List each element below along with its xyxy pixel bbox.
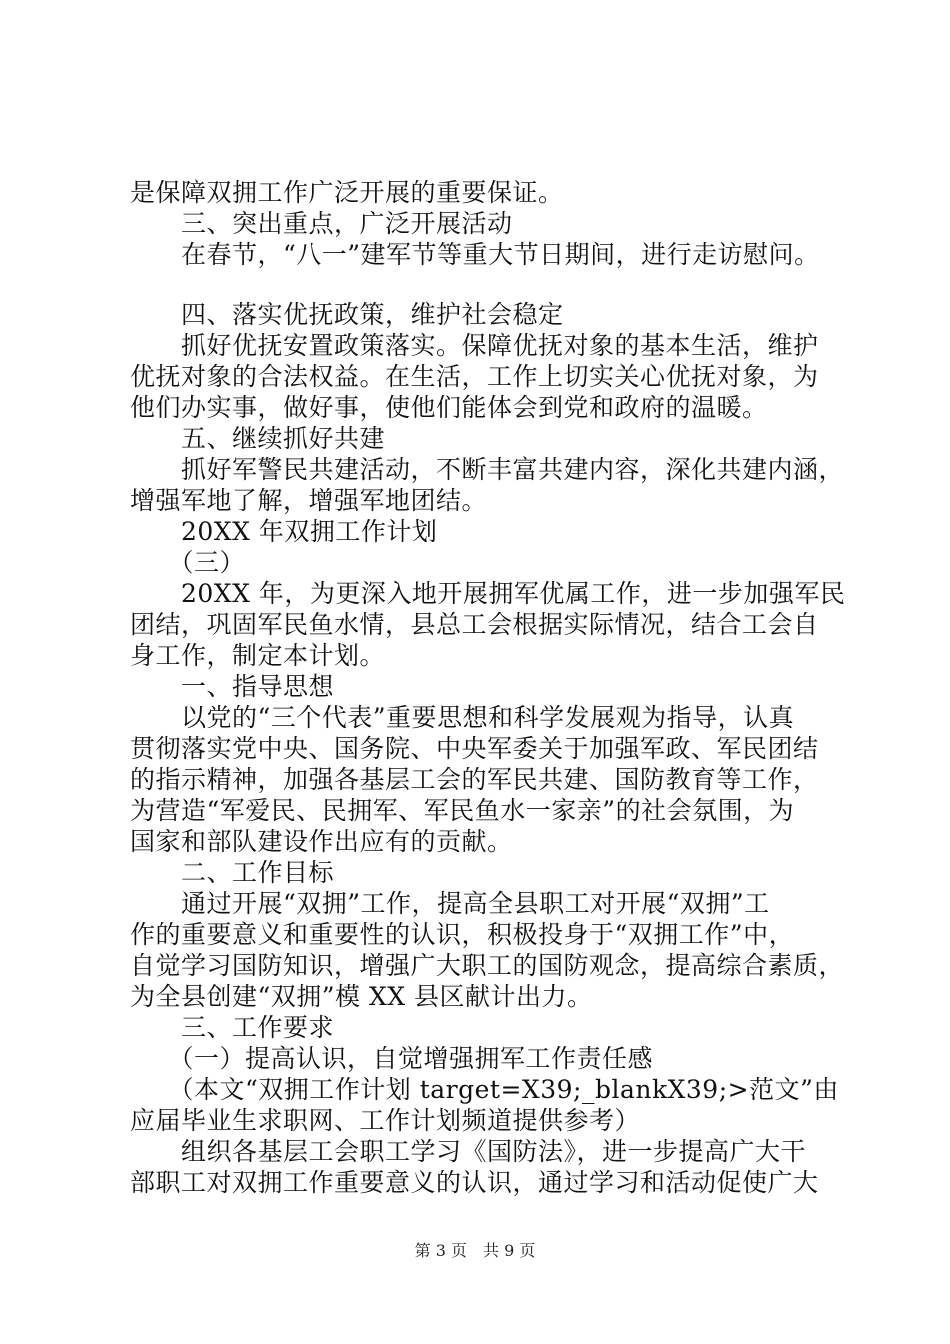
- text-line: 他们办实事，做好事，使他们能体会到党和政府的温暖。: [130, 393, 768, 422]
- text-line: 自觉学习国防知识，增强广大职工的国防观念，提高综合素质，: [130, 951, 845, 980]
- text-line: 通过开展“双拥”工作，提高全县职工对开展“双拥”工: [130, 889, 770, 918]
- text-line: （本文“双拥工作计划 target=X39;_blankX39;>范文”由: [130, 1075, 839, 1104]
- text-line: 作的重要意义和重要性的认识，积极投身于“双拥工作”中，: [130, 920, 795, 949]
- text-line: 是保障双拥工作广泛开展的重要保证。: [130, 178, 564, 207]
- text-line: 在春节，“八一”建军节等重大节日期间，进行走访慰问。: [130, 240, 820, 269]
- text-line: 抓好优抚安置政策落实。保障优抚对象的基本生活，维护: [130, 331, 819, 360]
- section-heading: 四、落实优抚政策，维护社会稳定: [130, 300, 564, 329]
- text-line: 国家和部队建设作出应有的贡献。: [130, 827, 513, 856]
- section-heading: 三、工作要求: [130, 1013, 335, 1042]
- section-heading: 二、工作目标: [130, 858, 335, 887]
- text-line: 身工作，制定本计划。: [130, 641, 386, 670]
- text-line: 20XX 年，为更深入地开展拥军优属工作，进一步加强军民: [130, 579, 846, 608]
- text-line: 组织各基层工会职工学习《国防法》，进一步提高广大干: [130, 1137, 807, 1166]
- section-heading: 五、继续抓好共建: [130, 424, 386, 453]
- text-line: 以党的“三个代表”重要思想和科学发展观为指导，认真: [130, 703, 795, 732]
- subsection-heading: （一）提高认识，自觉增强拥军工作责任感: [130, 1044, 654, 1073]
- section-heading: 一、指导思想: [130, 672, 335, 701]
- text-line: 的指示精神，加强各基层工会的军民共建、国防教育等工作，: [130, 765, 819, 794]
- document-subtitle: （三）: [130, 548, 246, 577]
- text-line: 抓好军警民共建活动，不断丰富共建内容，深化共建内涵，: [130, 455, 845, 484]
- text-line: 团结，巩固军民鱼水情，县总工会根据实际情况，结合工会自: [130, 610, 819, 639]
- text-line: 增强军地了解，增强军地团结。: [130, 486, 488, 515]
- document-title: 20XX 年双拥工作计划: [130, 517, 438, 546]
- page-number-footer: 第 3 页 共 9 页: [414, 1241, 536, 1260]
- text-line: 为营造“军爱民、民拥军、军民鱼水一家亲”的社会氛围，为: [130, 796, 795, 825]
- text-line: 优抚对象的合法权益。在生活，工作上切实关心优抚对象，为: [130, 362, 819, 391]
- text-line: 部职工对双拥工作重要意义的认识，通过学习和活动促使广大: [130, 1168, 819, 1197]
- text-line: 应届毕业生求职网、工作计划频道提供参考）: [130, 1106, 641, 1135]
- section-heading: 三、突出重点，广泛开展活动: [130, 209, 513, 238]
- text-line: 为全县创建“双拥”模 XX 县区献计出力。: [130, 982, 593, 1011]
- text-line: 贯彻落实党中央、国务院、中央军委关于加强军政、军民团结: [130, 734, 819, 763]
